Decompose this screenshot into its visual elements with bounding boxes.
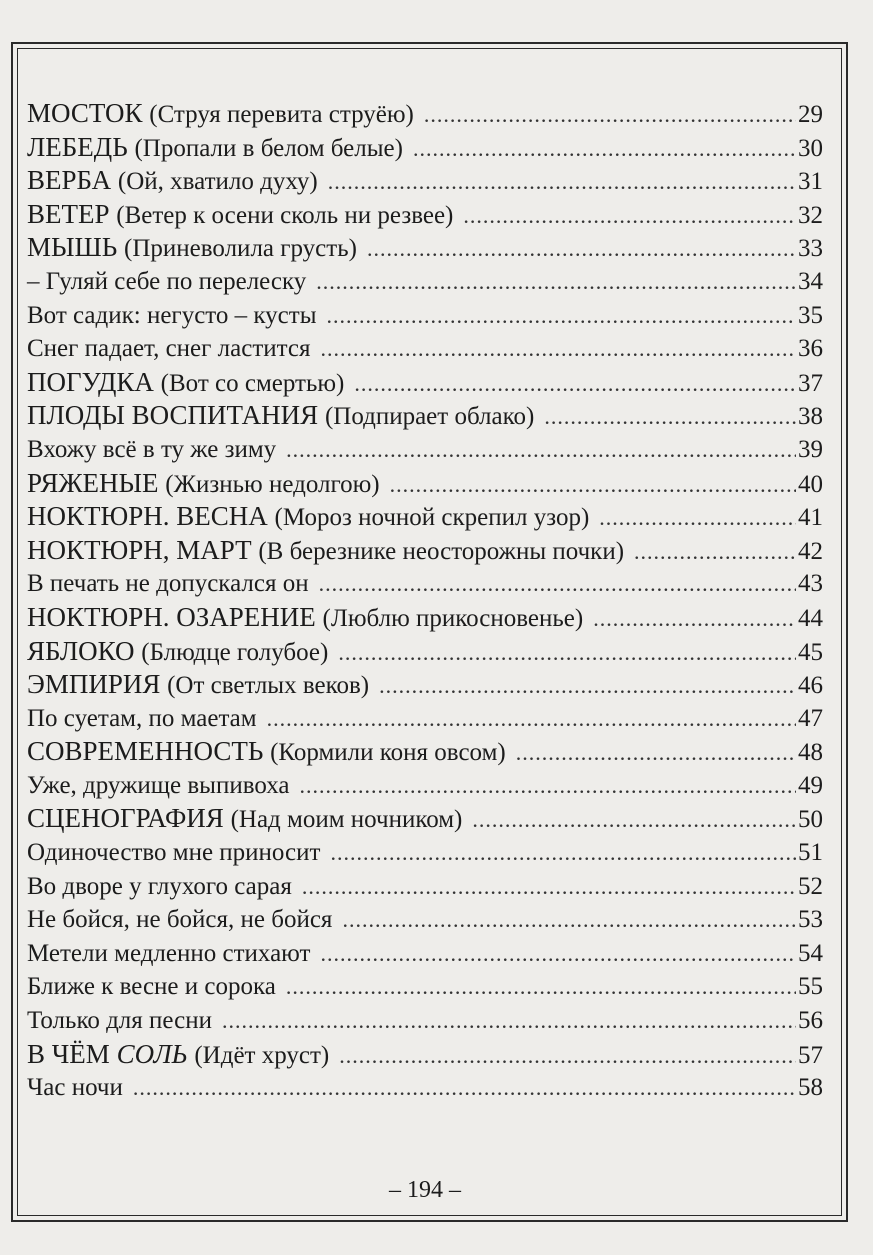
toc-entry-title [27,500,589,535]
toc-entry-title [27,702,257,736]
toc-entry-subtitle: (Ветер к осени сколь ни резвее) [116,201,454,229]
toc-entry [27,1071,823,1105]
toc-entry [27,668,823,702]
dot-leader [302,870,796,904]
dot-leader [342,903,796,937]
toc-entry [27,467,823,501]
dot-leader [516,736,796,770]
toc-entry [27,198,823,232]
dot-leader [320,332,796,366]
toc-entry-page: 31 [798,168,823,196]
dot-leader [267,702,796,736]
toc-entry-title [27,870,292,904]
toc-entry-page: 52 [798,872,823,900]
toc-entry-subtitle: (Идёт хруст) [194,1041,330,1069]
toc-entry-page: 48 [798,739,823,767]
toc-entry [27,802,823,836]
toc-entry-heading: Снег падает, снег ластится [27,335,311,363]
toc-entry-heading: Вот садик: негусто – кусты [27,301,317,329]
dot-leader [413,132,796,166]
toc-entry-page: 30 [798,134,823,162]
toc-entry-title [27,131,403,166]
toc-entry-heading: – Гуляй себе по перелеску [27,267,307,295]
toc-entry-heading: Час ночи [27,1074,123,1102]
toc-entry-page: 38 [798,403,823,431]
dot-leader [328,165,796,199]
toc-entry [27,231,823,265]
toc-entry-title [27,567,309,601]
toc-entry-title [27,332,310,366]
toc-entry-page: 44 [798,604,823,632]
toc-entry-heading: СЦЕНОГРАФИЯ [27,803,224,834]
toc-entry-page: 41 [798,504,823,532]
toc-entry-title [27,231,357,266]
toc-entry [27,735,823,769]
toc-entry-heading: НОКТЮРН. ОЗАРЕНИЕ [27,601,316,632]
toc-entry-page: 49 [798,771,823,799]
toc-entry-page: 58 [798,1074,823,1102]
toc-entry-page: 34 [798,267,823,295]
toc-entry-heading: МЫШЬ [27,232,118,263]
dot-leader [379,669,796,703]
toc-entry-subtitle: (Над моим ночником) [230,806,463,834]
toc-entry-page: 46 [798,672,823,700]
dot-leader [338,636,796,670]
toc-entry-subtitle: (Подпирает облако) [324,403,535,431]
toc-entry-heading: Метели медленно стихают [27,939,311,967]
dot-leader [463,199,796,233]
toc-entry-page: 54 [798,939,823,967]
toc-entry-subtitle: (Ой, хватило духу) [117,168,318,196]
toc-entry [27,601,823,635]
toc-entry-subtitle: (Кормили коня овсом) [270,739,506,767]
toc-entry-heading: СОВРЕМЕННОСТЬ [27,736,264,767]
dot-leader [593,602,796,636]
toc-entry-page: 32 [798,201,823,229]
toc-entry [27,937,823,971]
toc-entry [27,131,823,165]
toc-entry-subtitle: (Пропали в белом белые) [134,134,403,162]
toc-entry [27,635,823,669]
toc-entry-heading: ЭМПИРИЯ [27,669,161,700]
toc-entry-title [27,534,624,569]
dot-leader [472,803,796,837]
toc-entry-heading: Во дворе у глухого сарая [27,872,292,900]
dot-leader [327,299,797,333]
toc-entry [27,299,823,333]
toc-entry-heading: В ЧЁМ [27,1038,110,1069]
toc-entry-heading: Только для песни [27,1007,212,1035]
toc-entry-title [27,299,317,333]
toc-entry-heading: Не бойся, не бойся, не бойся [27,906,333,934]
toc-entry [27,836,823,870]
dot-leader [286,970,796,1004]
toc-entry-page: 37 [798,369,823,397]
toc-entry-title [27,399,534,434]
toc-entry-title [27,1004,212,1038]
toc-entry-heading-italic: СОЛЬ [116,1038,188,1069]
toc-entry-page: 33 [798,235,823,263]
toc-entry-page: 40 [798,470,823,498]
toc-entry-subtitle: (Приневолила грусть) [124,235,357,263]
toc-entry-page: 35 [798,301,823,329]
toc-entry-page: 50 [798,806,823,834]
toc-entry [27,332,823,366]
toc-entry-heading: Ближе к весне и сорока [27,973,276,1001]
toc-entry-heading: ВЕТЕР [27,198,110,229]
toc-entry [27,164,823,198]
toc-entry-page: 39 [798,435,823,463]
toc-entry-page: 42 [798,537,823,565]
toc-entry-title [27,366,344,401]
toc-entry-subtitle: (Мороз ночной скрепил узор) [274,504,590,532]
dot-leader [544,400,796,434]
toc-entry-subtitle: (В березнике неосторожны почки) [258,537,625,565]
toc-entry-heading: РЯЖЕНЫЕ [27,467,159,498]
toc-entry-subtitle: (От светлых веков) [167,672,370,700]
toc-entry-title [27,836,320,870]
toc-entry-subtitle: (Струя перевита струёю) [149,101,414,128]
toc-entry-title [27,635,328,670]
toc-entry [27,903,823,937]
toc-entry-title [27,1071,123,1105]
toc-entry-title [27,769,290,803]
toc-entry-page: 29 [798,101,823,128]
toc-entry-heading: ПЛОДЫ ВОСПИТАНИЯ [27,400,319,431]
toc-entry [27,769,823,803]
toc-entry-heading: Уже, дружище выпивоха [27,771,290,799]
toc-entry [27,870,823,904]
toc-entry-title [27,1038,329,1073]
toc-entry [27,433,823,467]
toc-entry-title [27,668,369,703]
toc-entry-page: 57 [798,1041,823,1069]
toc-entry [27,1038,823,1072]
toc-entry-heading: По суетам, по маетам [27,704,257,732]
dot-leader [634,535,796,569]
toc-entry-title [27,802,462,837]
toc-entry [27,366,823,400]
toc-entry-heading: НОКТЮРН, МАРТ [27,534,252,565]
toc-entry-heading: ПОГУДКА [27,366,154,397]
dot-leader [222,1004,796,1038]
toc-entry-page: 45 [798,638,823,666]
dot-leader [390,468,796,502]
dot-leader [320,937,796,971]
toc-entry-subtitle: (Вот со смертью) [160,369,345,397]
dot-leader [133,1071,796,1105]
toc-entry-title [27,467,380,502]
dot-leader [330,836,796,870]
toc-entry-title [27,97,414,132]
toc-entry [27,567,823,601]
toc-entry-title [27,265,306,299]
toc-entry [27,265,823,299]
toc-entry-page: 56 [798,1007,823,1035]
toc-entry-subtitle: (Блюдце голубое) [141,638,329,666]
toc-entry-subtitle: (Жизнью недолгою) [165,470,380,498]
toc-entry-title [27,198,453,233]
dot-leader [424,98,796,132]
toc-entry-heading: Вхожу всё в ту же зиму [27,435,277,463]
toc-entry-title [27,903,332,937]
toc-entry-heading: В печать не допускался он [27,570,309,598]
toc-entry-heading: ВЕРБА [27,165,112,196]
toc-entry-title [27,433,276,467]
toc-entry [27,534,823,568]
toc-entry-page: 51 [798,839,823,867]
toc-entry-title [27,164,318,199]
toc-entry-page: 47 [798,704,823,732]
dot-leader [300,769,797,803]
toc-entry-title [27,970,276,1004]
toc-entry-heading: Одиночество мне приносит [27,839,321,867]
dot-leader [286,433,796,467]
toc-entry [27,97,823,131]
dot-leader [319,567,796,601]
dot-leader [316,265,796,299]
toc-entry-heading: ЯБЛОКО [27,635,135,666]
toc-entry-subtitle: (Люблю прикосновенье) [322,604,584,632]
toc-entry-title [27,601,583,636]
toc-entry [27,399,823,433]
toc-entry-heading: МОСТОК [27,98,143,128]
page-number: – 194 – [389,1177,461,1203]
toc-entry-title [27,937,310,971]
toc-entry-page: 55 [798,973,823,1001]
dot-leader [599,501,796,535]
toc-entry-page: 43 [798,570,823,598]
toc-entry-heading: НОКТЮРН. ВЕСНА [27,501,268,532]
toc-entry [27,970,823,1004]
toc-entry-title [27,735,506,770]
toc-entry [27,702,823,736]
dot-leader [354,367,796,401]
dot-leader [367,232,796,266]
toc-entry [27,1004,823,1038]
toc-entry-page: 53 [798,906,823,934]
table-of-contents [27,97,823,1105]
toc-entry-heading: ЛЕБЕДЬ [27,131,128,162]
dot-leader [339,1039,796,1073]
toc-entry [27,500,823,534]
toc-entry-page: 36 [798,335,823,363]
